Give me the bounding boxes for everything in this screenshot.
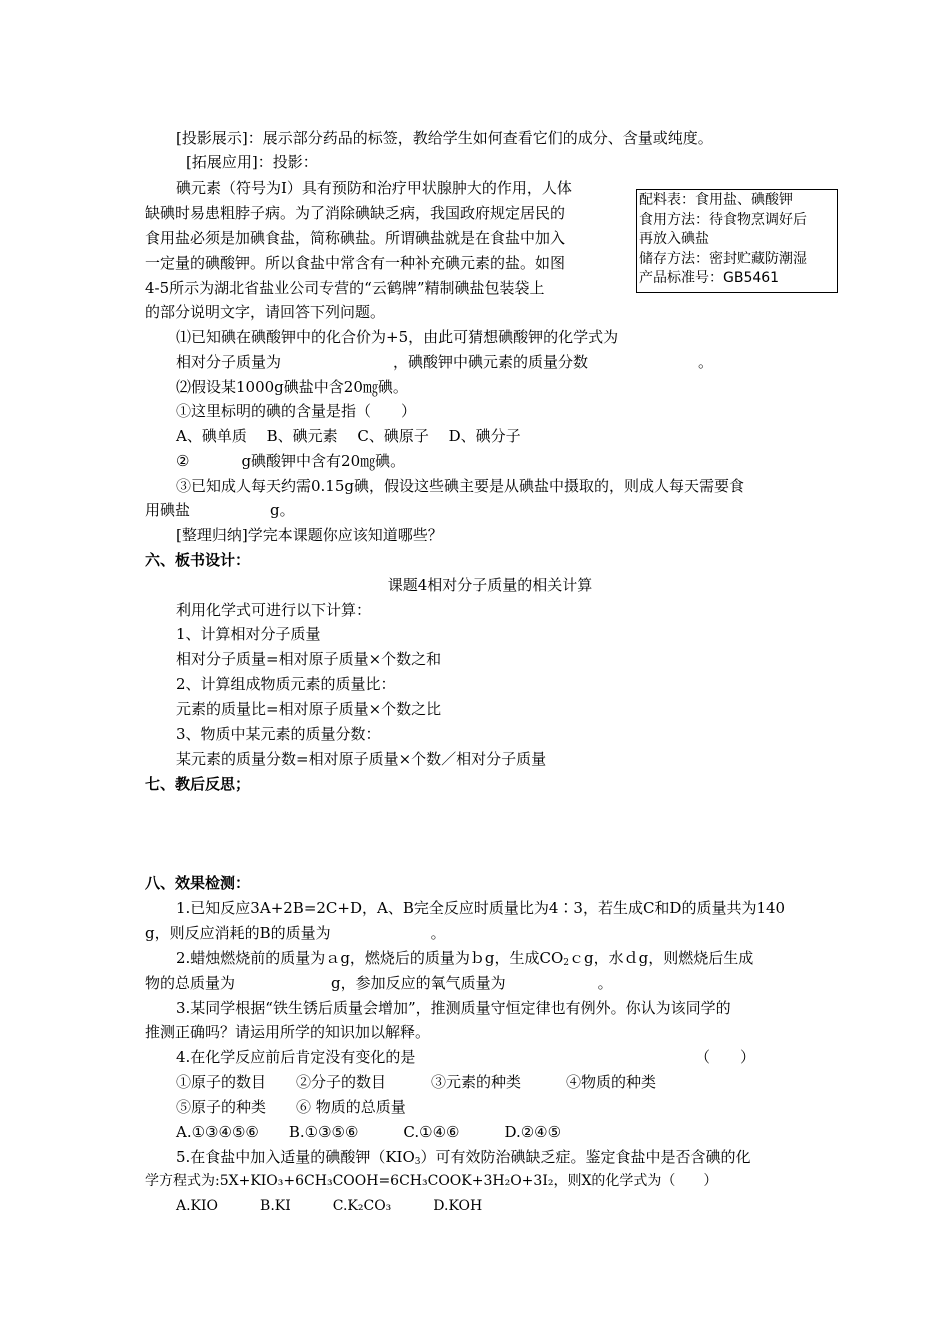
question-2a-options: A、碘单质 B、碘元素 C、碘原子 D、碘分子 — [176, 427, 521, 445]
q1b-part1: 相对分子质量为 — [176, 353, 282, 371]
iodine-paragraph-line-2: 缺碘时易患粗脖子病。为了消除碘缺乏病，我国政府规定居民的 — [145, 204, 566, 222]
exercise-4-choices: A.①③④⑤⑥ B.①③⑤⑥ C.①④⑥ D.②④⑤ — [176, 1123, 562, 1141]
exercise-5-options: A.KIO B.KI C.K₂CO₃ D.KOH — [176, 1198, 483, 1214]
e2b-part3: 。 — [597, 974, 613, 992]
summary-line: [整理归纳]学完本课题你应该知道哪些？ — [176, 526, 443, 544]
e2a-part2: ｃg，水ｄg，则燃烧后生成 — [569, 949, 754, 967]
question-1b — [176, 352, 713, 372]
q2c-part1: 用碘盐 — [145, 501, 191, 519]
question-2c-line-1: ③已知成人每天约需0.15g碘，假设这些碘主要是从碘盐中摄取的，则成人每天需要食 — [176, 477, 745, 495]
label-usage-cont: 再放入碘盐 — [639, 231, 709, 247]
question-2a: ①这里标明的碘的含量是指（ ） — [176, 402, 417, 420]
iodine-paragraph-line-6: 的部分说明文字，请回答下列问题。 — [145, 303, 386, 321]
e1b-end: 。 — [430, 924, 446, 942]
e2b-part2: g，参加反应的氧气质量为 — [331, 974, 506, 992]
section-8-heading: 八、效果检测： — [145, 874, 251, 892]
exercise-2-line-1 — [176, 948, 753, 973]
exercise-5-line-1 — [176, 1147, 751, 1172]
board-line-1: 利用化学式可进行以下计算： — [176, 601, 372, 619]
label-ingredients: 配料表：食用盐、碘酸钾 — [639, 192, 793, 208]
exercise-4-answer-paren: （ ） — [695, 1048, 756, 1066]
exercise-4-question: 4.在化学反应前后肯定没有变化的是 — [176, 1048, 416, 1066]
e2b-part1: 物的总质量为 — [145, 974, 236, 992]
exercise-2-line-2 — [145, 973, 613, 993]
section-7-heading: 七、教后反思； — [145, 775, 251, 793]
exercise-4-options-1: ①原子的数目 ②分子的数目 ③元素的种类 ④物质的种类 — [176, 1073, 657, 1091]
question-2c-line-2 — [145, 500, 295, 520]
section-6-heading: 六、板书设计： — [145, 551, 251, 569]
e1b-text: g，则反应消耗的B的质量为 — [145, 924, 331, 942]
question-2: ⑵假设某1000g碘盐中含20㎎碘。 — [176, 378, 408, 396]
label-standard: 产品标准号：GB5461 — [639, 270, 780, 286]
question-2b — [176, 451, 405, 471]
projection-line: [投影展示]：展示部分药品的标签，教给学生如何查看它们的成分、含量或纯度。 — [176, 129, 713, 147]
e2a-part1: 2.蜡烛燃烧前的质量为ａg，燃烧后的质量为ｂg，生成CO — [176, 949, 564, 967]
e5a-subscript: 3 — [414, 1157, 421, 1167]
question-1a: ⑴已知碘在碘酸钾中的化合价为+5，由此可猜想碘酸钾的化学式为 — [176, 328, 619, 346]
extension-line: [拓展应用]：投影： — [186, 153, 318, 171]
board-line-3: 相对分子质量=相对原子质量×个数之和 — [176, 650, 442, 668]
exercise-3-line-2: 推测正确吗？请运用所学的知识加以解释。 — [145, 1023, 431, 1041]
board-line-4: 2、计算组成物质元素的质量比： — [176, 675, 396, 693]
exercise-1-line-2 — [145, 923, 446, 943]
label-storage: 储存方法：密封贮藏防潮湿 — [639, 250, 807, 267]
q1b-part3: 。 — [698, 353, 714, 371]
e5a-part1: 5.在食盐中加入适量的碘酸钾（KIO — [176, 1148, 415, 1166]
q1b-part2: ，碘酸钾中碘元素的质量分数 — [393, 353, 589, 371]
exercise-4-options-2: ⑤原子的种类 ⑥ 物质的总质量 — [176, 1098, 406, 1116]
exercise-1-line-1: 1.已知反应3A+2B=2C+D，A、B完全反应时质量比为4∶3，若生成C和D的质量共为140 — [176, 899, 786, 917]
iodine-paragraph-line-3: 食用盐必须是加碘食盐，简称碘盐。所谓碘盐就是在食盐中加入 — [145, 229, 566, 247]
exercise-5-line-2: 学方程式为:5X+KIO₃+6CH₃COOH=6CH₃COOK+3H₂O+3I₂，则X的化学式为（ ） — [145, 1173, 718, 1189]
q2c-part2: g。 — [270, 501, 295, 519]
board-title: 课题4相对分子质量的相关计算 — [387, 576, 593, 594]
board-line-7: 某元素的质量分数=相对原子质量×个数／相对分子质量 — [176, 750, 547, 768]
label-usage: 食用方法：待食物烹调好后 — [639, 211, 807, 228]
iodine-paragraph-line-4: 一定量的碘酸钾。所以食盐中常含有一种补充碘元素的盐。如图 — [145, 254, 566, 272]
board-line-6: 3、物质中某元素的质量分数： — [176, 725, 381, 743]
e2a-subscript: 2 — [563, 958, 570, 968]
board-line-5: 元素的质量比=相对原子质量×个数之比 — [176, 700, 442, 718]
salt-label-box — [636, 189, 838, 293]
q2b-marker: ② — [176, 452, 190, 470]
exercise-3-line-1: 3.某同学根据“铁生锈后质量会增加”，推测质量守恒定律也有例外。你认为该同学的 — [176, 999, 731, 1017]
e5a-part2: ）可有效防治碘缺乏症。鉴定食盐中是否含碘的化 — [420, 1148, 751, 1166]
q2b-text: g碘酸钾中含有20㎎碘。 — [241, 452, 406, 470]
board-line-2: 1、计算相对分子质量 — [176, 625, 321, 643]
iodine-paragraph-line-5: 4-5所示为湖北省盐业公司专营的“云鹤牌”精制碘盐包装袋上 — [145, 279, 545, 297]
iodine-paragraph-line-1: 碘元素（符号为I）具有预防和治疗甲状腺肿大的作用，人体 — [176, 179, 572, 197]
